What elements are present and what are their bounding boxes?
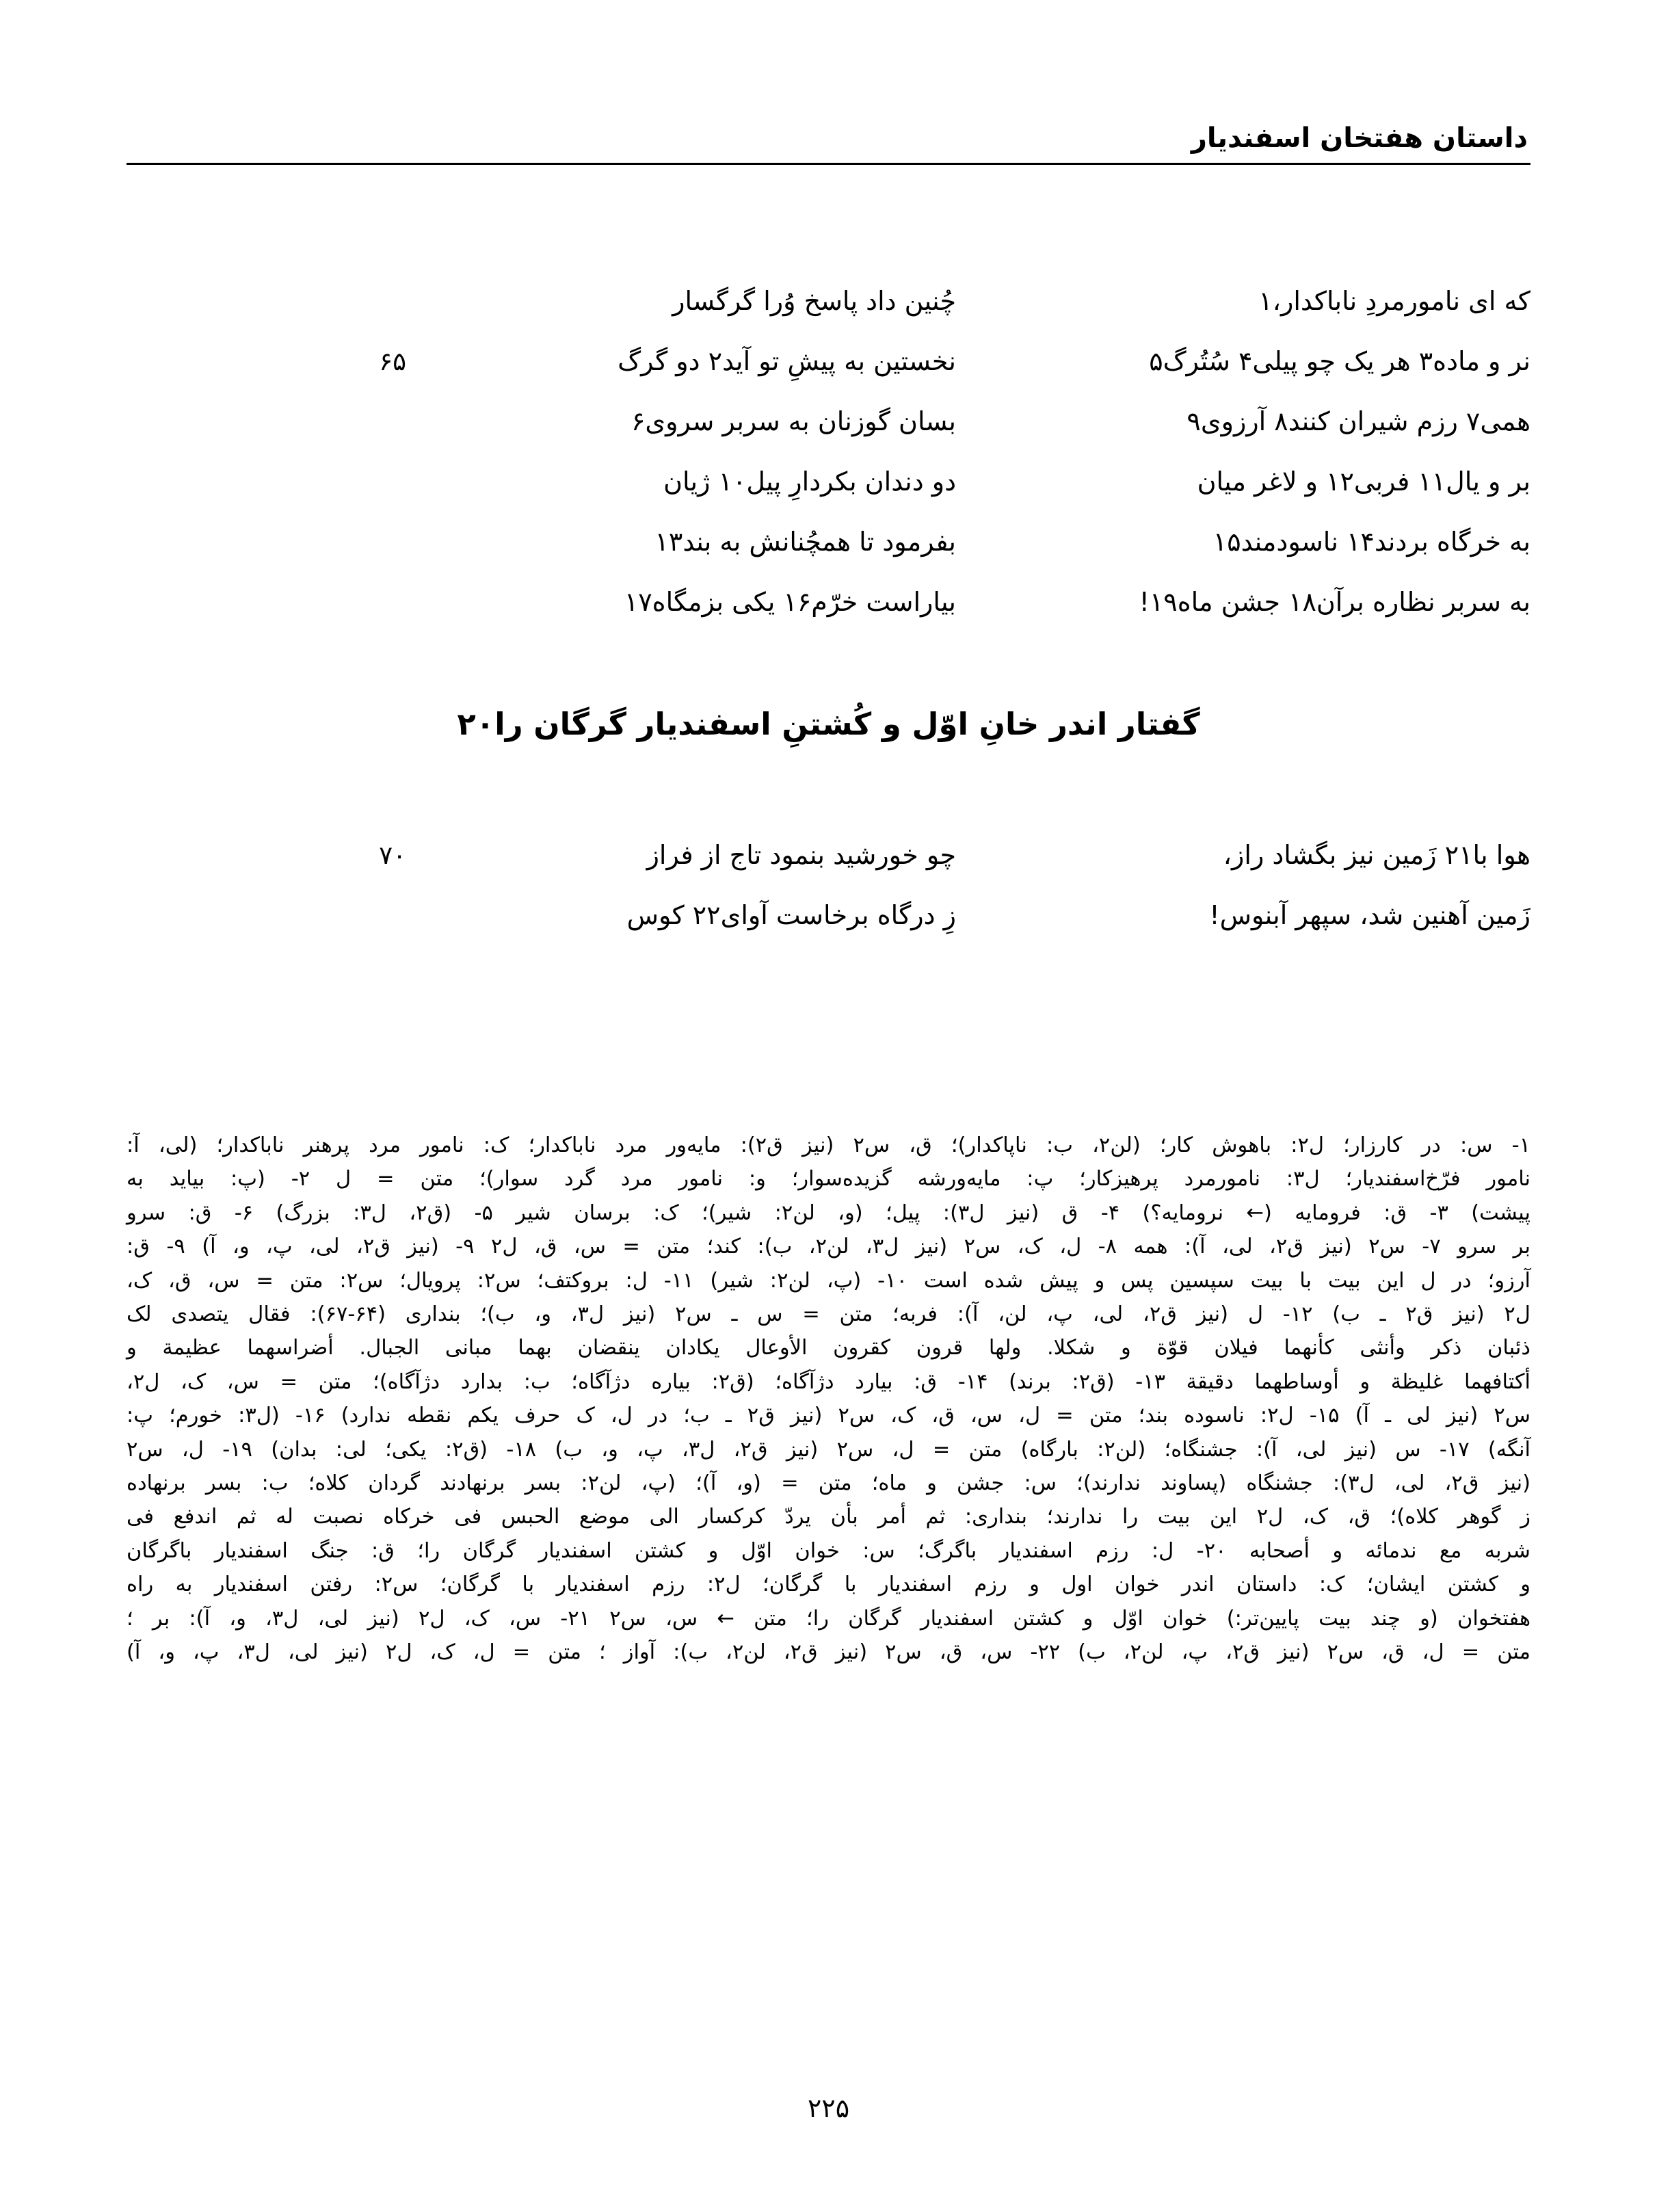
footnote-line: ۱- س: در کارزار؛ ل۲: باهوش کار؛ (لن۲، ب: ناپاکدار)؛ ق، س۲ (نیز ق۲): مایه‌ور مرد ناباکدار؛ ک: نامور مرد پرهنر ناباکدار؛ (لی، آ:	[127, 1133, 1530, 1157]
hemistich-right: بفرمود تا همچُنانش به بند۱۳	[654, 527, 956, 557]
hemistich-left: همی۷ رزم شیران کنند۸ آرزوی۹	[1187, 406, 1530, 436]
verse-couplet	[127, 404, 1530, 464]
page-number: ۲۲۵	[807, 2093, 850, 2123]
footnote-line: س۲ (نیز لی ـ آ) ۱۵- ل۲: ناسوده بند؛ متن = ل، س، ق، ک، س۲ (نیز ق۲ ـ ب؛ در ل، ک حرف یکم نقطه ندارد) ۱۶- (ل۳: خورم؛ پ:	[127, 1404, 1531, 1428]
footnote-line: شربه مع ندمائه و أصحابه ۲۰- ل: رزم اسفندیار باگرگ؛ س: خوان اوّل و کشتن اسفندیار گرگان را؛ ق: جنگ اسفندیار باگرگان	[127, 1538, 1530, 1563]
hemistich-left: بر و یال۱۱ فربی۱۲ و لاغر میان	[1197, 466, 1530, 497]
verse-couplet	[127, 898, 1530, 958]
hemistich-left: نر و ماده۳ هر یک چو پیلی۴ سُتُرگ۵	[1149, 346, 1530, 376]
hemistich-left: به سربر نظاره برآن۱۸ جشن ماه۱۹!	[1139, 587, 1530, 617]
footnote-apparatus	[127, 1129, 1530, 1670]
footnote-line: پیشت) ۳- ق: فرومایه (← نرومایه؟) ۴- ق (نیز ل۳): پیل؛ (و، لن۲: شیر)؛ ک: برسان شیر ۵- (ق۲، ل۳: بزرگ) ۶- ق: سرو	[127, 1200, 1530, 1225]
section-heading: گفتار اندر خانِ اوّل و کُشتنِ اسفندیار گرگان را۲۰	[457, 706, 1200, 742]
footnote-line: ز گوهر کلاه)؛ ق، ک، ل۲ این بیت را ندارند؛ بنداری: ثم أمر بأن یردّ کرکسار الی موضع الحبس فی خرکاه نصبت له ثم اندفع فی	[127, 1505, 1530, 1529]
hemistich-right: زِ درگاه برخاست آوای۲۲ کوس	[626, 900, 956, 930]
footnote-line: (نیز ق۲، لی، ل۳): جشنگاه (پساوند ندارند)؛ س: جشن و ماه؛ متن = (و، آ)؛ (پ، لن۲: بسر برنهادند گردان کلاه؛ ب: بسر برنهاده	[127, 1471, 1530, 1496]
footnote-line: ذئبان ذکر وأنثی کأنهما فیلان قوّة و شکلا. ولها قرون کقرون الأوعال یکادان ینقضان بهما مبانی الجبال. أضراسهما عظیمة و	[127, 1336, 1530, 1360]
hemistich-left: که ای نامورمردِ ناباکدار،۱	[1258, 286, 1530, 316]
hemistich-right: چُنین داد پاسخ وُرا گرگسار	[672, 286, 956, 316]
hemistich-right: چو خورشید بنمود تاج از فراز	[646, 840, 956, 870]
verse-block-second	[127, 838, 1530, 958]
running-header-title: داستان هفتخان اسفندیار	[1191, 122, 1528, 154]
verse-block-first	[127, 284, 1530, 645]
verse-couplet	[127, 838, 1530, 898]
footnote-line: و کشتن ایشان؛ ک: داستان اندر خوان اول و رزم اسفندیار با گرگان؛ ل۲: رزم اسفندیار با گرگان؛ س۲: رفتن اسفندیار به راه	[127, 1572, 1530, 1597]
footnote-line: متن = ل، ق، س۲ (نیز ق۲، پ، لن۲، ب) ۲۲- س، ق، س۲ (نیز ق۲، لن۲، ب): آواز ؛ متن = ل، ک، ل۲ (نیز لی، ل۳، پ، و، آ)	[127, 1640, 1530, 1665]
header-divider-rule	[127, 163, 1530, 165]
verse-number: ۶۵	[379, 347, 406, 376]
footnote-line: أکتافهما غلیظة و أوساطهما دقیقة ۱۳- (ق۲: برند) ۱۴- ق: بیارد دژآگاه؛ (ق۲: بیاره دژآگاه؛ ب: بدارد دژآگاه)؛ متن = س، ک، ل۲،	[127, 1369, 1530, 1394]
footnote-line: آنگه) ۱۷- س (نیز لی، آ): جشنگاه؛ (لن۲: بارگاه) متن = ل، س۲ (نیز ق۲، ل۳، پ، و، ب) ۱۸- (ق۲: یکی؛ لی: بدان) ۱۹- ل، س۲	[127, 1437, 1530, 1462]
running-header	[127, 123, 1530, 165]
verse-couplet	[127, 525, 1530, 585]
hemistich-left: به خرگاه بردند۱۴ ناسودمند۱۵	[1212, 527, 1530, 557]
footnote-line: بر سرو ۷- س۲ (نیز ق۲، لی، آ): همه ۸- ل، ک، س۲ (نیز ل۳، لن۲، ب): کند؛ متن = س، ق، ل۲ ۹- (نیز ق۲، لی، پ، و، آ) ۹- ق:	[127, 1235, 1530, 1259]
footnote-line: ل۲ (نیز ق۲ ـ ب) ۱۲- ل (نیز ق۲، لی، پ، لن، آ): فربه؛ متن = س ـ س۲ (نیز ل۳، و، ب)؛ بنداری (۶۴-۶۷): فقال یتصدی لک	[127, 1302, 1530, 1327]
verse-couplet	[127, 344, 1530, 404]
footnote-line: نامور فرّخ‌اسفندیار؛ ل۳: نامورمرد پرهیزکار؛ پ: مایه‌ورشه گزیده‌سوار؛ و: نامور مرد گرد سوار)؛ متن = ل ۲- (پ: بیاید به	[127, 1167, 1530, 1191]
footnote-line: هفتخوان (و چند بیت پایین‌تر:) خوان اوّل و کشتن اسفندیار گرگان را؛ متن ← س، س۲ ۲۱- س، ک، ل۲ (نیز لی، ل۳، و، آ): بر ؛	[127, 1606, 1531, 1631]
hemistich-right: دو دندان بکردارِ پیل۱۰ ژیان	[663, 466, 956, 497]
verse-couplet	[127, 464, 1530, 525]
verse-couplet	[127, 284, 1530, 344]
hemistich-left: زَمین آهنین شد، سپهر آبنوس!	[1209, 900, 1530, 930]
hemistich-left: هوا با۲۱ زَمین نیز بگشاد راز،	[1223, 840, 1530, 870]
hemistich-right: بسان گوزنان به سربر سروی۶	[631, 406, 956, 436]
hemistich-right: نخستین به پیشِ تو آید۲ دو گرگ	[618, 346, 956, 376]
verse-number: ۷۰	[379, 841, 406, 870]
footnote-line: آرزو؛ در ل این بیت با بیت سپسین پس و پیش شده است ۱۰- (پ، لن۲: شیر) ۱۱- ل: بروکتف؛ س۲: پرویال؛ س۲: متن = س، ق، ک،	[127, 1268, 1530, 1293]
verse-couplet	[127, 585, 1530, 645]
hemistich-right: بیاراست خرّم۱۶ یکی بزمگاه۱۷	[624, 587, 956, 617]
